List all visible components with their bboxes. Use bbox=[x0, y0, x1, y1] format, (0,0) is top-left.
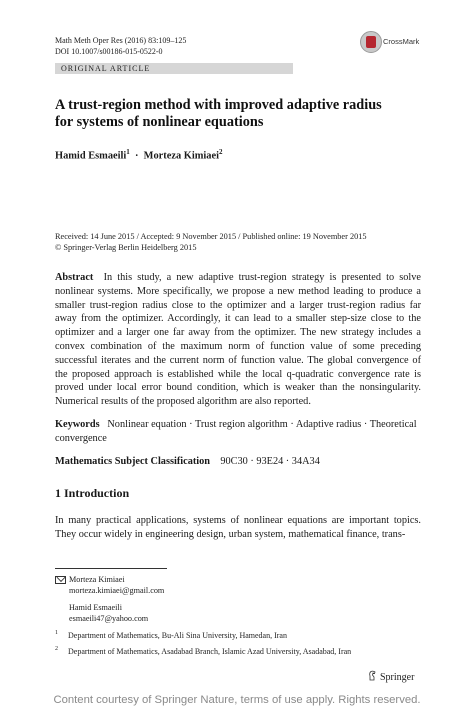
keywords bbox=[55, 418, 421, 446]
title-line: A trust-region method with improved adaptive radius bbox=[55, 97, 382, 113]
paper-title bbox=[55, 97, 415, 131]
keywords-label: Keywords bbox=[55, 419, 100, 430]
affiliation-number: 2 bbox=[55, 646, 58, 652]
author-separator: · bbox=[135, 150, 139, 162]
abstract bbox=[55, 271, 421, 409]
envelope-icon bbox=[55, 576, 66, 584]
abstract-text: In this study, a new adaptive trust-region strategy is presented to solve nonlinear systems. More specifically, we propose a new method leading to produce a smaller trust-region radius close to the optimizer and a larger trust-region radius far away from the optimizer. Accordingly, it can lead to a smaller step-size close to the optimizer and a larger one far away from the optimizer. The new strategy includes a convex combination of the maximum norm of function value of some preceding successful iterates and the current norm of function value. The global convergence of the proposed approach is established while the local q-quadratic convergence rate is proved under local error bound condition, which is weaker than the nonsingularity. Numerical results of the proposed algorithm are also reported. bbox=[55, 272, 421, 408]
title-line: for systems of nonlinear equations bbox=[55, 114, 264, 130]
contact-email[interactable]: morteza.kimiaei@gmail.com bbox=[69, 586, 165, 595]
abstract-label: Abstract bbox=[55, 272, 94, 283]
contact-email[interactable]: esmaeili47@yahoo.com bbox=[69, 614, 149, 623]
publisher-name: Springer bbox=[380, 672, 415, 683]
contact-name: Hamid Esmaeili bbox=[69, 603, 122, 612]
footnote-divider bbox=[55, 568, 167, 569]
author-name[interactable]: Hamid Esmaeili bbox=[55, 150, 127, 162]
affiliation-text: Department of Mathematics, Bu-Ali Sina University, Hamedan, Iran bbox=[68, 631, 287, 640]
publication-dates bbox=[55, 231, 367, 253]
springer-horse-icon bbox=[368, 670, 377, 681]
date-history: Received: 14 June 2015 / Accepted: 9 November 2015 / Published online: 19 November 2015 bbox=[55, 232, 367, 241]
author-name[interactable]: Morteza Kimiaei bbox=[143, 150, 219, 162]
contact-name: Morteza Kimiaei bbox=[69, 575, 125, 584]
journal-header bbox=[55, 35, 186, 57]
crossmark-badge[interactable] bbox=[360, 31, 430, 53]
affiliation-number: 1 bbox=[55, 630, 58, 636]
crossmark-label: CrossMark bbox=[383, 37, 420, 46]
article-type: ORIGINAL ARTICLE bbox=[61, 64, 151, 73]
courtesy-notice: Content courtesy of Springer Nature, terms of use apply. Rights reserved. bbox=[53, 694, 421, 706]
msc-codes: 90C30 · 93E24 · 34A34 bbox=[220, 456, 320, 467]
section-heading: 1 Introduction bbox=[55, 486, 130, 500]
affiliation-marker: 2 bbox=[218, 148, 223, 156]
copyright: © Springer-Verlag Berlin Heidelberg 2015 bbox=[55, 243, 197, 252]
journal-citation: Math Meth Oper Res (2016) 83:109–125 bbox=[55, 36, 187, 45]
intro-paragraph: In many practical applications, systems of nonlinear equations are important topics. They occur widely in engineering design, urban system, mathematical finance, trans- bbox=[55, 515, 421, 540]
msc-label: Mathematics Subject Classification bbox=[55, 456, 211, 467]
crossmark-icon bbox=[360, 31, 382, 53]
keywords-text: Nonlinear equation · Trust region algorithm · Adaptive radius · Theoretical convergence bbox=[55, 419, 417, 444]
author-list bbox=[55, 148, 222, 161]
article-type-bar bbox=[55, 63, 293, 74]
msc-classification bbox=[55, 455, 320, 468]
doi: DOI 10.1007/s00186-015-0522-0 bbox=[55, 47, 163, 56]
affiliation-text: Department of Mathematics, Asadabad Branch, Islamic Azad University, Asadabad, Iran bbox=[68, 647, 352, 656]
affiliation-marker: 1 bbox=[126, 148, 130, 156]
publisher-logo bbox=[368, 670, 414, 683]
